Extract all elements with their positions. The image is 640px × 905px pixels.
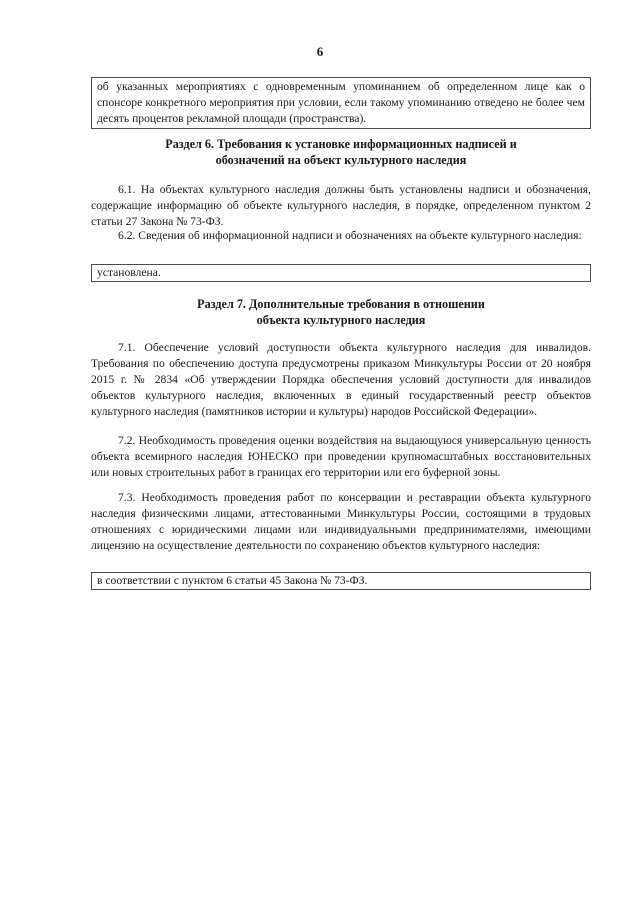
section-6-heading-line-1: Раздел 6. Требования к установке информационных надписей и xyxy=(165,137,517,151)
section-7-heading-line-2: объекта культурного наследия xyxy=(256,313,426,327)
section-6-heading xyxy=(91,136,591,168)
paragraph-6-2: 6.2. Сведения об информационной надписи и обозначениях на объекте культурного наследия: xyxy=(118,229,582,242)
section-7-heading xyxy=(91,296,591,328)
paragraph-7-3: 7.3. Необходимость проведения работ по консервации и реставрации объекта культурного наследия физическими лицами, аттестованными Минкультуры России, состоящими в трудовых отношениях с юридическими лицами или индивидуальными предпринимателями, имеющими лицензию на осуществление деятельности по сохранению объектов культурного наследия: xyxy=(91,491,591,552)
section-6-value-box: установлена. xyxy=(91,264,591,282)
section-7-value-box: в соответствии с пунктом 6 статьи 45 Закона № 73-ФЗ. xyxy=(91,572,591,590)
section-6-heading-line-2: обозначений на объект культурного наследия xyxy=(215,153,467,167)
paragraph-7-2: 7.2. Необходимость проведения оценки воздействия на выдающуюся универсальную ценность объекта всемирного наследия ЮНЕСКО при проведении крупномасштабных восстановительных или новых строительных работ в границах его территории или его буферной зоны. xyxy=(91,434,591,479)
continuation-text-box: об указанных мероприятиях с одновременным упоминанием об определенном лице как о спонсоре конкретного мероприятия при условии, если такому упоминанию отведено не более чем десять процентов рекламной площади (пространства). xyxy=(91,77,591,129)
paragraph-6-1: 6.1. На объектах культурного наследия должны быть установлены надписи и обозначения, содержащие информацию об объекте культурного наследия, в порядке, определенном пунктом 2 статьи 27 Закона № 73-ФЗ. xyxy=(91,183,591,228)
section-7-heading-line-1: Раздел 7. Дополнительные требования в отношении xyxy=(197,297,485,311)
page-number: 6 xyxy=(316,44,324,59)
paragraph-7-1: 7.1. Обеспечение условий доступности объекта культурного наследия для инвалидов. Требования по обеспечению доступа предусмотрены приказом Минкультуры России от 20 ноября 2015 г. № 2834 «Об утверждении Порядка обеспечения условий доступности для инвалидов объектов культурного наследия, включенных в единый государственный реестр объектов культурного наследия (памятников истории и культуры) народов Российской Федерации». xyxy=(91,341,591,418)
